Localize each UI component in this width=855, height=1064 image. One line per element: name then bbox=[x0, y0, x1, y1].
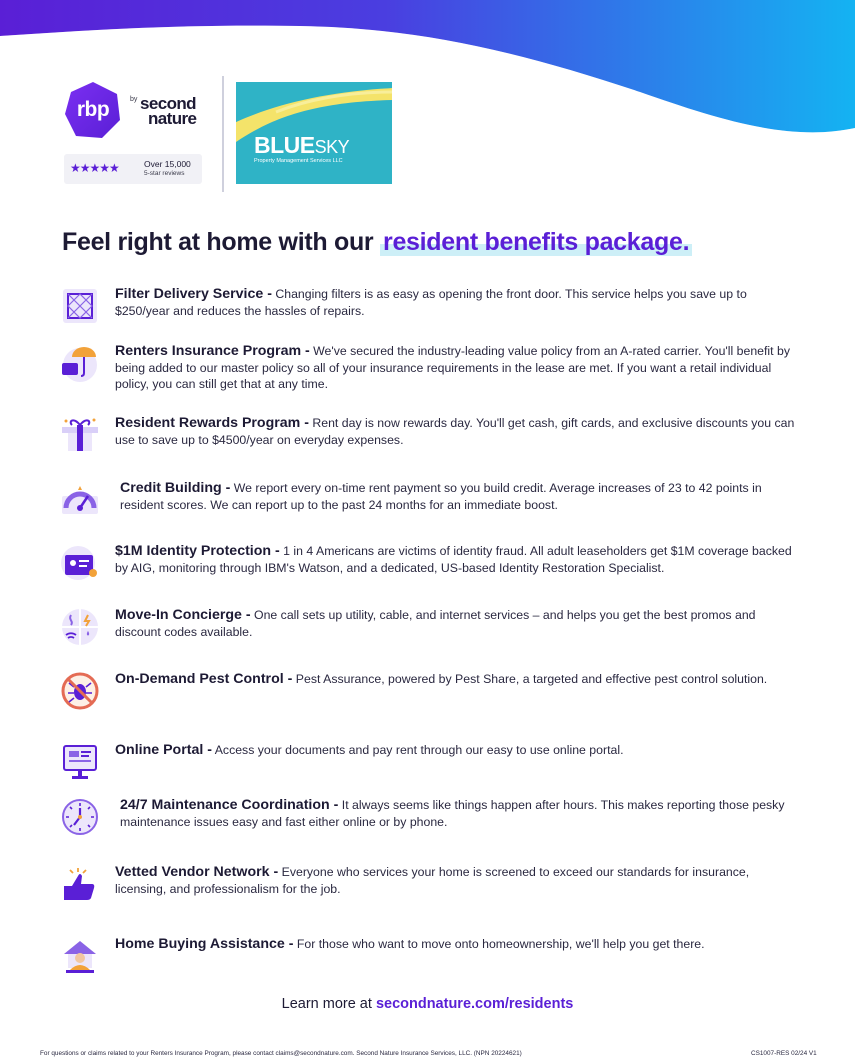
reviews-label: 5-star reviews bbox=[144, 170, 185, 177]
rbp-logo bbox=[62, 80, 212, 190]
utilities-icon bbox=[60, 607, 100, 647]
gauge-icon bbox=[60, 480, 100, 520]
monitor-icon bbox=[60, 742, 100, 782]
reviews-badge bbox=[64, 154, 202, 184]
no-pest-icon bbox=[60, 671, 100, 711]
bluesky-name: BLUESKY bbox=[254, 132, 350, 158]
benefits-flyer: rbp by second nature ★★★★★ Over 15,000 5-star reviews BLUESKY Property Management Services LLC Feel right at home with our resident benefits package. Filter Delivery Service - Changing filters is as easy as opening the front door. This service helps you save up to $250/year and reduces the hassles of repairs. Renters Insurance Program - We've secured the industry-leading value policy from an A-rated carrier. You'll benefit by being added to our master policy so all of your insurance requirements in the lease are met. If you want a retail individual policy, you can still get that at any time. Resident Rewards Program - Rent day is now rewards day. You'll get cash, gift cards, and exclusive discounts you can use to save up to $4500/year on everyday expenses. Credit Building - We report every on-time rent payment so you build credit. Average increases of 23 to 42 points in resident scores. We can report up to the past 24 months for an immediate boost. $1M Identity Protection - 1 in 4 Americans are victims of identity fraud. All adult leaseholders get $1M coverage backed by AIG, monitoring through IBM's Watson, and a dedicated, US-based Identity Restoration Specialist. Move-In Concierge - One call sets up utility, cable, and internet services – and helps you get the best promos and discount codes available. On-Demand Pest Control - Pest Assurance, powered by Pest Share, a targeted and effective pest control solution. Online Portal - Access your documents and pay rent through our easy to use online portal. 24/7 Maintenance Coordination - It always seems like things happen after hours. This makes reporting those pesky maintenance issues easy and fast either online or by phone. Vetted Vendor Network - Everyone who services your home is screened to exceed our standards for insurance, licensing, and professionalism for the job. Home Buying Assistance - For those who want to move onto homeownership, we'll help you get there. Learn more at secondnature.com/residents For questions or claims related to your Renters Insurance Program, please contact claims@secondnature.com. Second Nature Insurance Services, LLC. (NPN 20224621) CS1007-RES 02/24 V1 bbox=[0, 0, 855, 1064]
rbp-badge-text: rbp bbox=[76, 98, 110, 121]
footer-disclaimer: For questions or claims related to your Renters Insurance Program, please contact claims@secondnature.com. Second Nature Insurance Services, LLC. (NPN 20224621) bbox=[40, 1050, 522, 1057]
bluesky-logo bbox=[236, 82, 392, 184]
by-text: by bbox=[130, 96, 138, 103]
learn-more: Learn more at secondnature.com/residents bbox=[281, 996, 574, 1012]
clock-icon bbox=[60, 797, 100, 837]
bluesky-subtitle: Property Management Services LLC bbox=[254, 158, 343, 164]
logo-divider bbox=[222, 76, 224, 192]
learn-more-link[interactable]: secondnature.com/residents bbox=[375, 996, 574, 1012]
gift-icon bbox=[60, 415, 100, 455]
umbrella-icon bbox=[60, 343, 100, 383]
reviews-count: Over 15,000 bbox=[144, 159, 191, 169]
second-nature-wordmark: second nature bbox=[140, 94, 197, 128]
filter-icon bbox=[60, 286, 100, 326]
footer-code: CS1007-RES 02/24 V1 bbox=[751, 1050, 817, 1057]
page-title: Feel right at home with our resident benefits package. bbox=[62, 228, 692, 257]
thumbs-up-icon bbox=[60, 864, 100, 904]
stars-icon: ★★★★★ bbox=[70, 161, 119, 175]
id-card-icon bbox=[60, 543, 100, 583]
house-icon bbox=[60, 936, 100, 976]
